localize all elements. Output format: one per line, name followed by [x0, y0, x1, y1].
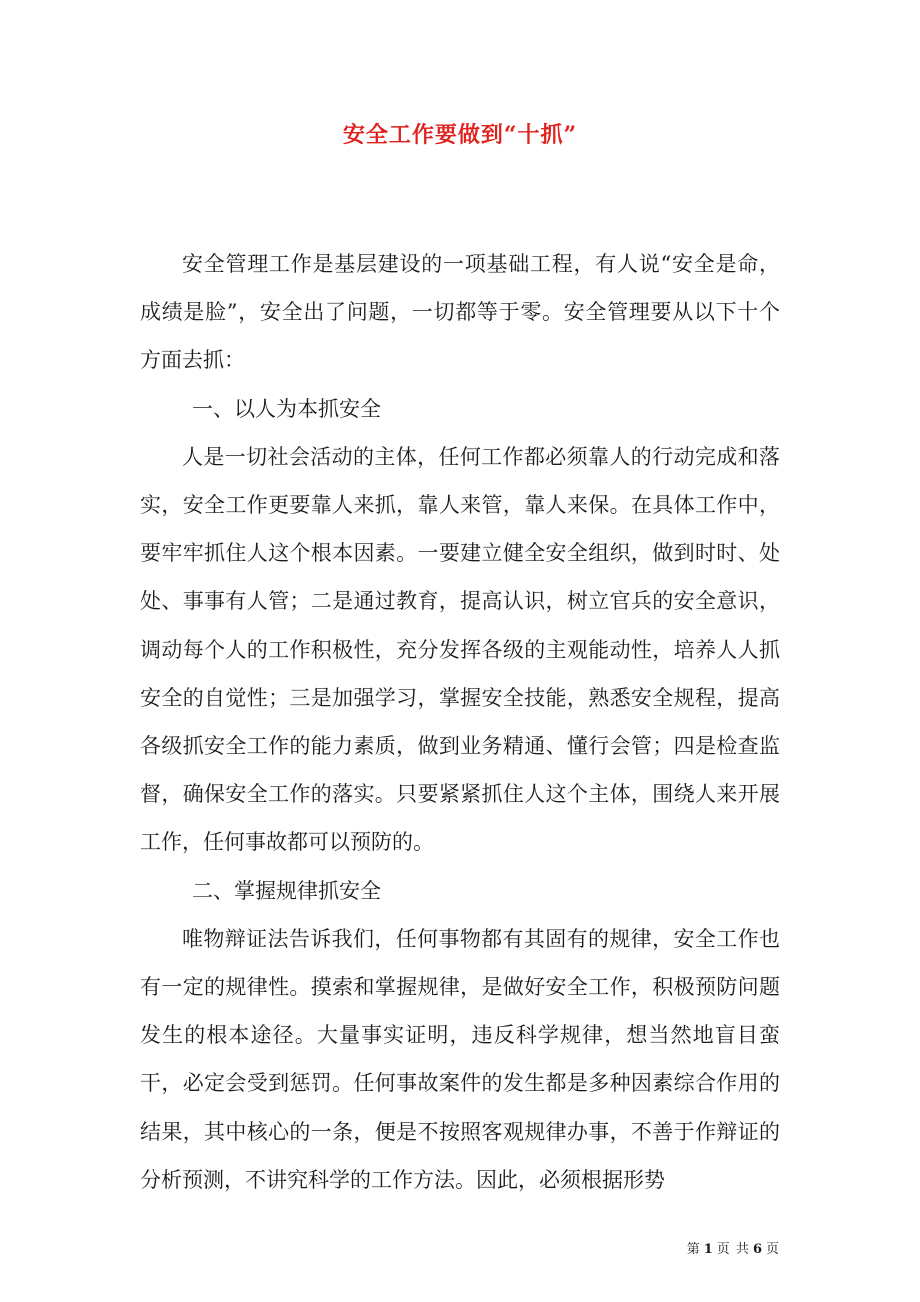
section-2-heading: 二、掌握规律抓安全: [192, 878, 381, 903]
footer-suffix: 页: [765, 1242, 780, 1257]
section-1-paragraph: 人是一切社会活动的主体，任何工作都必须靠人的行动完成和落实，安全工作更要靠人来抓，靠人来管，靠人来保。在具体工作中，要牢牢抓住人这个根本因素。一要建立健全安全组织，做到时时、处处、事事有人管；二是通过教育，提高认识，树立官兵的安全意识，调动每个人的工作积极性，充分发挥各级的主观能动性，培养人人抓安全的自觉性；三是加强学习，掌握安全技能，熟悉安全规程，提高各级抓安全工作的能力素质，做到业务精通、懂行会管；四是检查监督，确保安全工作的落实。只要紧紧抓住人这个主体，围绕人来开展工作，任何事故都可以预防的。: [140, 444, 780, 855]
footer-middle: 页 共: [716, 1242, 750, 1257]
footer-total-pages: 6: [752, 1242, 763, 1257]
document-title: 安全工作要做到“十抓”: [342, 122, 578, 148]
document-body: [140, 240, 780, 1204]
intro-paragraph: 安全管理工作是基层建设的一项基础工程，有人说“安全是命，成绩是脸”，安全出了问题，一切都等于零。安全管理要从以下十个方面去抓：: [140, 252, 780, 373]
section-2-paragraph: 唯物辩证法告诉我们，任何事物都有其固有的规律，安全工作也有一定的规律性。摸索和掌握规律，是做好安全工作，积极预防问题发生的根本途径。大量事实证明，违反科学规律，想当然地盲目蛮干，必定会受到惩罚。任何事故案件的发生都是多种因素综合作用的结果，其中核心的一条，便是不按照客观规律办事，不善于作辩证的分析预测，不讲究科学的工作方法。因此，必须根据形势: [140, 926, 780, 1192]
footer-prefix: 第: [686, 1242, 701, 1257]
page-number-footer: [687, 1238, 780, 1257]
section-1-heading: 一、以人为本抓安全: [192, 396, 381, 421]
footer-current-page: 1: [703, 1242, 714, 1257]
